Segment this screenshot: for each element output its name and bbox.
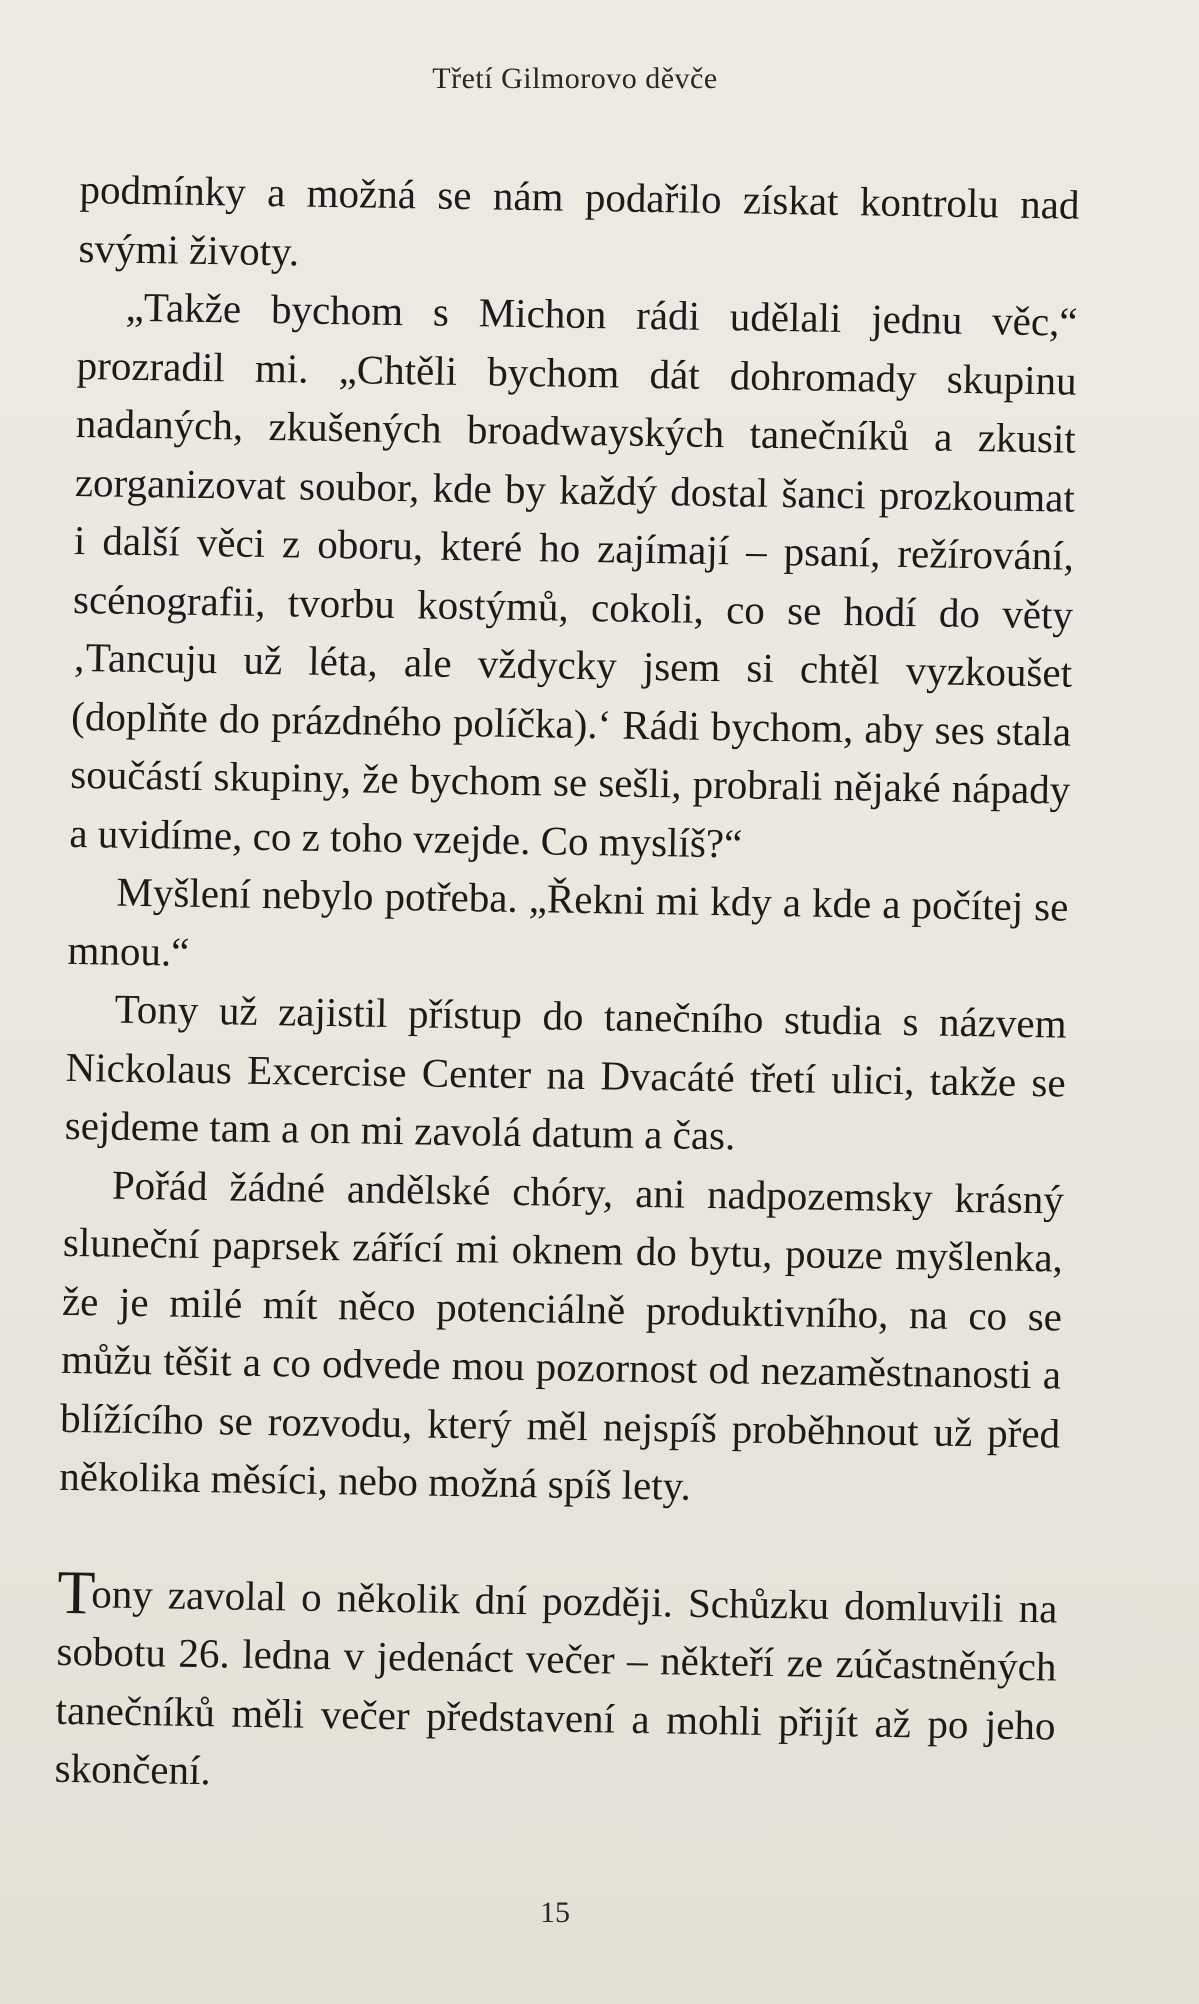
section-paragraph [54,1558,1058,1813]
paragraph: Pořád žádné andělské chóry, ani nadpozemsky krásný sluneční paprsek zářící mi oknem do bytu, pouze myšlenka, že je milé mít něco potenciálně produktivního, na co se můžu těšit a co odvede mou pozornost od nezaměstnanosti a blížícího se rozvodu, který měl nejspíš proběhnout už před několika měsíci, nebo možná spíš lety. [58,1161,1065,1509]
section-paragraph-text: ony zavolal o několik dní později. Schůzku domluvili na sobotu 26. ledna v jedenáct večer – někteří ze zúčastněných tanečníků měli večer představení a mohli přijít až po jeho skončení. [54,1569,1058,1794]
page-number: 15 [540,1896,570,1929]
paragraph: Myšlení nebylo potřeba. „Řekni mi kdy a kde a počítej se mnou.“ [67,868,1069,975]
body-text [54,160,1080,1813]
paragraph: Tony už zajistil přístup do tanečního studia s názvem Nickolaus Excercise Center na Dvacáté třetí ulici, takže se sejdeme tam a on mi zavolá datum a čas. [64,985,1067,1159]
section-initial: T [56,1558,92,1627]
paragraph: podmínky a možná se nám podařilo získat kontrolu nad svými životy. [78,165,1080,274]
running-head: Třetí Gilmorovo děvče [432,62,718,95]
paragraph: „Takže bychom s Michon rádi udělali jednu věc,“ prozradil mi. „Chtěli bychom dát dohromady skupinu nadaných, zkušených broadwayských tanečníků a zkusit zorganizovat soubor, kde by každý dostal šanci prozkoumat i další věci z oboru, které ho zajímají – psaní, režírování, scénografii, tvorbu kostýmů, cokoli, co se hodí do věty ‚Tancuju už léta, ale vždycky jsem si chtěl vyzkoušet (doplňte do prázdného políčka).‘ Rádi bychom, aby ses stala součástí skupiny, že bychom se sešli, probrali nějaké nápady a uvidíme, co z toho vzejde. Co myslíš?“ [69,283,1078,866]
